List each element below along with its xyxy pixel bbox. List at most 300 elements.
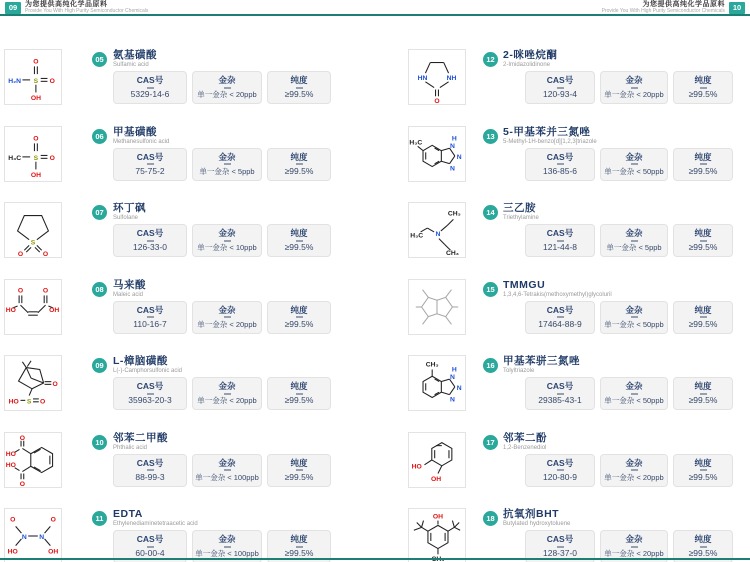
purity-value: ≥99.5%: [688, 548, 718, 558]
divider-tick: [147, 163, 154, 165]
cas-label: CAS号: [136, 457, 164, 468]
atom-label: N: [39, 533, 45, 541]
purity-value: ≥99.5%: [688, 395, 718, 405]
metal-box: [192, 301, 262, 334]
header-title-zh: 为您提供高纯化学品原料: [25, 1, 108, 8]
structure-image: [408, 355, 466, 411]
spec-boxes: [525, 71, 733, 104]
cas-label: CAS号: [546, 304, 574, 315]
cas-box: [113, 301, 187, 334]
atom-label: N: [456, 153, 462, 161]
atom-label: N: [435, 230, 441, 238]
metal-label: 金杂: [625, 75, 643, 85]
metal-label: 金杂: [218, 228, 236, 238]
product-names: [113, 127, 169, 146]
cas-box: [525, 148, 595, 181]
metal-value: 单一金杂 < 5ppb: [606, 243, 662, 252]
divider-tick: [557, 316, 564, 318]
purity-label: 纯度: [694, 304, 712, 315]
spec-boxes: [525, 148, 733, 181]
purity-box: [673, 148, 733, 181]
atom-label: O: [33, 58, 39, 66]
divider-tick: [631, 87, 638, 89]
product-names: [503, 127, 597, 146]
product-name-zh: 氨基磺酸: [113, 49, 157, 61]
purity-value: ≥99.5%: [284, 318, 314, 329]
product-number-badge: 12: [483, 52, 498, 67]
atom-label: HO: [411, 463, 422, 471]
product-name-en: Maleic acid: [113, 291, 144, 298]
product-name-zh: 甲基磺酸: [113, 125, 157, 138]
product-name-zh: 邻苯二酚: [503, 431, 547, 444]
atom-label: N: [456, 384, 462, 392]
camphorsulfonic-acid-structure-icon: [5, 356, 61, 410]
product-number-badge: 07: [92, 205, 107, 220]
metal-value: 单一金杂 < 20ppb: [604, 549, 664, 558]
atom-label: N: [449, 396, 455, 404]
divider-tick: [296, 469, 303, 471]
spec-boxes: [113, 148, 331, 181]
metal-box: [600, 148, 668, 181]
purity-box: [673, 71, 733, 104]
metal-box: [600, 301, 668, 334]
spec-boxes: [525, 454, 733, 487]
cas-value: 29385-43-1: [538, 395, 582, 405]
methanesulfonic-acid-structure-icon: [5, 127, 61, 181]
product-entry: [0, 49, 375, 111]
atom-label: O: [19, 480, 26, 487]
atom-label: CH₃: [447, 210, 461, 218]
product-name-en: 5-Methyl-1H-benzo[d][1,2,3]triazole: [503, 138, 597, 145]
cas-box: [525, 71, 595, 104]
atom-label: N: [449, 374, 455, 382]
atom-label: CH₃: [445, 250, 459, 257]
product-names: [113, 509, 198, 528]
phthalic-acid-structure-icon: [5, 433, 61, 487]
product-names: [503, 203, 539, 222]
cas-box: [525, 224, 595, 257]
cas-label: CAS号: [136, 304, 164, 315]
atom-label: OH: [49, 306, 60, 314]
cas-box: [113, 454, 187, 487]
product-name-zh: 马来酸: [113, 278, 146, 291]
product-name-zh: 环丁砜: [113, 202, 146, 214]
product-name-zh: L-樟脑磺酸: [113, 355, 168, 367]
atom-label: HO: [8, 398, 19, 406]
cas-label: CAS号: [546, 75, 574, 85]
page-number-right: 10: [729, 2, 745, 14]
product-entry: [0, 508, 375, 562]
atom-label: H: [451, 135, 457, 142]
divider-tick: [147, 469, 154, 471]
product-name-zh: 5-甲基苯并三氮唑: [503, 125, 591, 138]
product-name-en: Tolyltriazole: [503, 368, 535, 374]
cas-value: 121-44-8: [542, 242, 578, 252]
divider-tick: [224, 469, 231, 471]
cas-label: CAS号: [136, 151, 164, 162]
purity-label: 纯度: [290, 534, 308, 544]
atom-label: S: [33, 154, 39, 162]
product-number-badge: 08: [92, 282, 107, 297]
atom-label: H₃C: [8, 154, 22, 162]
cas-value: 136-85-6: [542, 165, 578, 176]
header-title-en: Provide You With High Purity Semiconductor Chemicals: [601, 8, 725, 14]
product-entry: [0, 355, 375, 417]
divider-tick: [631, 546, 638, 548]
spec-boxes: [525, 224, 733, 257]
purity-box: [267, 224, 331, 257]
sulfolane-structure-icon: [5, 203, 61, 257]
atom-label: O: [10, 516, 16, 524]
purity-value: ≥99.5%: [284, 548, 314, 558]
atom-label: HO: [5, 461, 16, 469]
divider-tick: [631, 469, 638, 471]
product-name-en: Sulfolane: [113, 215, 139, 221]
product-number-badge: 10: [92, 435, 107, 450]
purity-label: 纯度: [694, 151, 712, 162]
header-divider-line: [0, 14, 750, 16]
purity-label: 纯度: [290, 304, 308, 315]
purity-label: 纯度: [694, 75, 712, 85]
divider-tick: [557, 163, 564, 165]
purity-value: ≥99.5%: [688, 89, 718, 99]
product-name-zh: TMMGU: [503, 278, 546, 291]
atom-label: HO: [5, 306, 16, 314]
structure-image: [4, 126, 62, 182]
product-name-en: 1,3,4,6-Tetrakis(methoxymethyl)glycoluril: [503, 291, 612, 298]
spec-boxes: [113, 377, 331, 410]
product-names: [113, 356, 182, 375]
atom-label: HO: [5, 450, 16, 458]
atom-label: H₃C: [410, 232, 424, 240]
product-name-en: 1,2-Benzenediol: [503, 444, 547, 451]
cas-value: 5329-14-6: [130, 89, 170, 99]
atom-label: O: [42, 251, 49, 257]
product-names: [503, 280, 612, 299]
divider-tick: [631, 240, 638, 242]
divider-tick: [700, 163, 707, 165]
cas-value: 110-16-7: [133, 318, 167, 329]
metal-value: 单一金杂 < 100ppb: [195, 549, 259, 558]
atom-label: N: [449, 164, 455, 172]
atom-label: O: [17, 287, 24, 295]
structure-image: [4, 432, 62, 488]
purity-label: 纯度: [290, 75, 308, 85]
structure-image: [408, 508, 466, 562]
divider-tick: [700, 316, 707, 318]
cas-label: CAS号: [546, 534, 574, 544]
divider-tick: [224, 163, 231, 165]
purity-label: 纯度: [694, 534, 712, 544]
metal-box: [600, 71, 668, 104]
structure-image: [4, 508, 62, 562]
atom-label: NH: [446, 74, 457, 82]
atom-label: S: [33, 77, 39, 85]
imidazolidinone-structure-icon: [409, 50, 465, 104]
purity-value: ≥99.5%: [284, 471, 314, 482]
maleic-acid-structure-icon: [5, 280, 61, 334]
cas-box: [113, 71, 187, 104]
metal-label: 金杂: [218, 457, 236, 468]
left-column: [0, 49, 375, 562]
structure-image: [408, 49, 466, 105]
structure-image: [4, 202, 62, 258]
product-entry: [375, 355, 750, 417]
atom-label: O: [17, 251, 24, 257]
header-title-en: Provide You With High Purity Semiconductor Chemicals: [25, 8, 149, 14]
metal-value: 单一金杂 < 100ppb: [195, 472, 259, 482]
metal-value: 单一金杂 < 20ppb: [604, 90, 664, 99]
cas-value: 60-00-4: [135, 548, 165, 558]
purity-box: [673, 377, 733, 410]
metal-label: 金杂: [625, 304, 643, 315]
atom-label: O: [33, 135, 39, 142]
edta-structure-icon: [5, 509, 61, 562]
purity-label: 纯度: [694, 457, 712, 468]
sulfamic-acid-structure-icon: [5, 50, 61, 104]
cas-label: CAS号: [546, 381, 574, 391]
metal-label: 金杂: [218, 534, 236, 544]
structure-image: [408, 432, 466, 488]
atom-label: O: [42, 287, 49, 295]
purity-value: ≥99.5%: [284, 395, 314, 405]
product-number-badge: 17: [483, 435, 498, 450]
atom-label: H₂N: [8, 77, 22, 85]
atom-label: OH: [430, 475, 442, 483]
atom-label: OH: [30, 95, 41, 103]
methylbenzotriazole-structure-icon: [409, 127, 465, 181]
metal-box: [600, 454, 668, 487]
cas-label: CAS号: [546, 228, 574, 238]
cas-value: 126-33-0: [132, 242, 168, 252]
divider-tick: [147, 316, 154, 318]
cas-box: [525, 377, 595, 410]
cas-label: CAS号: [136, 534, 164, 544]
atom-label: HO: [7, 548, 18, 556]
product-number-badge: 15: [483, 282, 498, 297]
atom-label: O: [40, 398, 46, 406]
cas-label: CAS号: [136, 75, 164, 85]
cas-value: 120-93-4: [542, 89, 578, 99]
purity-value: ≥99.5%: [688, 242, 718, 252]
metal-label: 金杂: [218, 381, 236, 391]
purity-value: ≥99.5%: [688, 471, 718, 482]
product-name-zh: 2-咪唑烷酮: [503, 49, 558, 61]
product-names: [113, 50, 157, 69]
metal-label: 金杂: [625, 534, 643, 544]
purity-box: [267, 71, 331, 104]
divider-tick: [557, 469, 564, 471]
metal-value: 单一金杂 < 50ppb: [604, 396, 664, 405]
metal-box: [600, 377, 668, 410]
footer-divider-line: [0, 558, 750, 560]
atom-label: O: [50, 516, 56, 524]
tmmgu-structure-icon: [409, 280, 465, 334]
product-names: [113, 203, 146, 222]
atom-label: CH₃: [425, 361, 439, 369]
product-entry: [375, 202, 750, 264]
atom-label: S: [26, 398, 32, 406]
product-number-badge: 13: [483, 129, 498, 144]
right-column: [375, 49, 750, 562]
metal-label: 金杂: [625, 151, 643, 162]
metal-box: [192, 377, 262, 410]
atom-label: HN: [417, 74, 428, 82]
purity-box: [673, 301, 733, 334]
metal-value: 单一金杂 < 10ppb: [197, 243, 257, 252]
atom-label: O: [49, 154, 55, 162]
product-number-badge: 09: [92, 358, 107, 373]
product-name-zh: 邻苯二甲酸: [113, 431, 168, 444]
purity-value: ≥99.5%: [688, 165, 718, 176]
product-name-en: Triethylamine: [503, 215, 539, 221]
purity-label: 纯度: [694, 228, 712, 238]
purity-box: [267, 301, 331, 334]
structure-image: [4, 279, 62, 335]
cas-label: CAS号: [136, 381, 164, 391]
product-entry: [375, 49, 750, 111]
product-entry: [0, 432, 375, 494]
divider-tick: [224, 393, 231, 395]
atom-label: O: [49, 77, 55, 85]
divider-tick: [631, 316, 638, 318]
triethylamine-structure-icon: [409, 203, 465, 257]
spec-boxes: [113, 454, 331, 487]
metal-label: 金杂: [625, 228, 643, 238]
atom-label: H: [451, 366, 457, 374]
structure-image: [4, 49, 62, 105]
product-number-badge: 11: [92, 511, 107, 526]
purity-label: 纯度: [694, 381, 712, 391]
product-entry: [375, 432, 750, 494]
product-entry: [375, 126, 750, 188]
metal-box: [192, 71, 262, 104]
product-name-zh: 甲基苯骈三氮唑: [503, 355, 580, 367]
purity-label: 纯度: [290, 228, 308, 238]
header-left: [25, 1, 148, 14]
header-right: [602, 1, 725, 14]
benzenediol-structure-icon: [409, 433, 465, 487]
metal-label: 金杂: [625, 381, 643, 391]
purity-label: 纯度: [290, 151, 308, 162]
product-name-zh: 三乙胺: [503, 202, 536, 214]
purity-box: [267, 377, 331, 410]
metal-value: 单一金杂 < 20ppb: [197, 319, 257, 329]
metal-box: [192, 224, 262, 257]
metal-box: [192, 454, 262, 487]
atom-label: S: [30, 239, 36, 247]
cas-box: [113, 377, 187, 410]
atom-label: N: [21, 533, 27, 541]
cas-label: CAS号: [546, 151, 574, 162]
atom-label: H₃C: [409, 138, 423, 146]
atom-label: N: [449, 142, 455, 150]
metal-value: 单一金杂 < 50ppb: [604, 319, 664, 329]
purity-box: [673, 454, 733, 487]
divider-tick: [224, 546, 231, 548]
product-names: [503, 50, 557, 69]
structure-image: [408, 126, 466, 182]
divider-tick: [631, 163, 638, 165]
product-number-badge: 16: [483, 358, 498, 373]
metal-label: 金杂: [625, 457, 643, 468]
cas-value: 88-99-3: [135, 471, 165, 482]
product-name-en: Methanesulfonic acid: [113, 138, 170, 145]
spec-boxes: [113, 301, 331, 334]
product-name-zh: 抗氧剂BHT: [503, 508, 560, 520]
divider-tick: [700, 469, 707, 471]
divider-tick: [296, 163, 303, 165]
metal-value: 单一金杂 < 20ppb: [197, 90, 257, 99]
product-name-zh: EDTA: [113, 508, 143, 520]
cas-value: 35963-20-3: [128, 395, 172, 405]
product-name-en: L(-)-Camphorsulfonic acid: [113, 368, 183, 374]
metal-label: 金杂: [218, 75, 236, 85]
spec-boxes: [113, 71, 331, 104]
product-names: [503, 433, 547, 452]
cas-box: [525, 301, 595, 334]
purity-value: ≥99.5%: [284, 242, 314, 252]
product-name-en: Butylated hydroxytoluene: [503, 521, 571, 527]
spec-boxes: [525, 377, 733, 410]
atom-label: OH: [432, 513, 444, 521]
spec-boxes: [525, 301, 733, 334]
product-entry: [0, 202, 375, 264]
tolyltriazole-structure-icon: [409, 356, 465, 410]
product-names: [503, 509, 570, 528]
header-title-zh: 为您提供高纯化学品原料: [642, 1, 725, 8]
metal-value: 单一金杂 < 20ppb: [197, 396, 257, 405]
product-names: [113, 433, 168, 452]
divider-tick: [224, 87, 231, 89]
metal-label: 金杂: [218, 304, 236, 315]
atom-label: O: [434, 98, 440, 104]
atom-label: O: [19, 434, 26, 442]
product-name-en: 2-Imidazolidinone: [503, 62, 551, 68]
divider-tick: [224, 316, 231, 318]
structure-image: [408, 279, 466, 335]
atom-label: OH: [30, 171, 41, 179]
atom-label: OH: [48, 548, 59, 556]
atom-label: O: [52, 380, 58, 388]
product-entry: [0, 279, 375, 341]
spec-boxes: [113, 224, 331, 257]
product-number-badge: 18: [483, 511, 498, 526]
purity-box: [267, 148, 331, 181]
product-names: [503, 356, 580, 375]
metal-value: 单一金杂 < 50ppb: [604, 166, 664, 176]
product-name-en: Phthalic acid: [113, 444, 148, 451]
cas-value: 120-80-9: [542, 471, 578, 482]
cas-box: [113, 224, 187, 257]
purity-value: ≥99.5%: [284, 89, 314, 99]
purity-value: ≥99.5%: [688, 318, 718, 329]
metal-box: [600, 224, 668, 257]
product-names: [113, 280, 146, 299]
product-entry: [0, 126, 375, 188]
structure-image: [408, 202, 466, 258]
purity-label: 纯度: [290, 457, 308, 468]
metal-value: 单一金杂 < 20ppb: [604, 472, 664, 482]
cas-box: [113, 148, 187, 181]
divider-tick: [224, 240, 231, 242]
purity-box: [673, 224, 733, 257]
product-name-en: Sulfamic acid: [113, 62, 149, 68]
divider-tick: [296, 316, 303, 318]
product-number-badge: 06: [92, 129, 107, 144]
metal-value: 单一金杂 < 5ppb: [199, 166, 255, 176]
divider-tick: [631, 393, 638, 395]
